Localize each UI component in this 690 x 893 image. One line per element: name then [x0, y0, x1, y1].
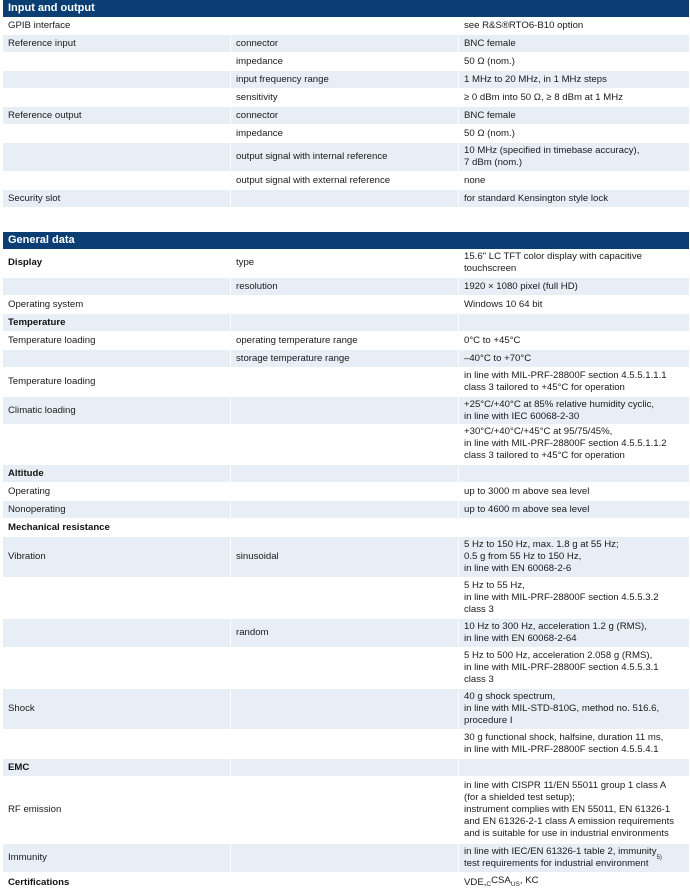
- cell-text: connector: [236, 109, 279, 121]
- value-cell: [459, 190, 689, 207]
- condition-cell: [231, 17, 459, 34]
- cell-text: Temperature loading: [8, 376, 96, 387]
- value-cell: [459, 332, 689, 349]
- cell-text: impedance: [236, 55, 283, 67]
- cell-text: +25°C/+40°C at 85% relative humidity cyclic, in line with IEC 60068-2-30: [464, 399, 655, 422]
- condition-cell: [231, 350, 459, 367]
- parameter-cell: [3, 519, 231, 536]
- condition-cell: [231, 424, 459, 464]
- table-row: [3, 89, 689, 107]
- table-row: [3, 17, 689, 35]
- value-cell: [459, 465, 689, 482]
- cell-text: none: [464, 174, 486, 186]
- table-row: [3, 125, 689, 143]
- parameter-cell: [3, 278, 231, 295]
- table-row: [3, 397, 689, 424]
- parameter-cell: [3, 689, 231, 729]
- cell-text: impedance: [236, 127, 283, 139]
- sections-container: [3, 0, 689, 891]
- condition-cell: [231, 107, 459, 124]
- parameter-cell: [3, 759, 231, 776]
- cell-text: resolution: [236, 280, 278, 292]
- csa-us-mark: US: [510, 880, 520, 888]
- cell-text: 0°C to +45°C: [464, 334, 521, 346]
- condition-cell: [231, 368, 459, 396]
- parameter-cell: [3, 730, 231, 758]
- value-cell: [459, 537, 689, 577]
- cell-text: EMC: [8, 761, 30, 773]
- cell-text: up to 3000 m above sea level: [464, 485, 590, 497]
- cell-text: random: [236, 627, 269, 638]
- condition-cell: [231, 278, 459, 295]
- cell-text: Display: [8, 257, 43, 268]
- cell-text: Windows 10 64 bit: [464, 298, 543, 310]
- parameter-cell: [3, 397, 231, 425]
- cell-text: VDE,: [464, 876, 487, 888]
- condition-cell: [231, 759, 459, 776]
- parameter-cell: [3, 35, 231, 52]
- condition-cell: [231, 71, 459, 88]
- section-gap: [3, 208, 689, 232]
- value-cell: [459, 71, 689, 88]
- condition-cell: [231, 689, 459, 729]
- condition-cell: [231, 397, 459, 425]
- condition-cell: [231, 730, 459, 758]
- section-title: Input and output: [3, 0, 689, 17]
- table-row: [3, 172, 689, 190]
- cell-text: in line with IEC/EN 61326-1 table 2, immunity test requirements for industrial environment: [464, 846, 657, 869]
- cell-text: Climatic loading: [8, 405, 76, 416]
- section-0: [3, 0, 689, 208]
- condition-cell: [231, 89, 459, 106]
- condition-cell: [231, 249, 459, 277]
- value-cell: [459, 350, 689, 367]
- cell-text: in line with MIL-PRF-28800F section 4.5.5.1.1.1 class 3 tailored to +45°C for operation: [464, 370, 667, 393]
- cell-text: 50 Ω (nom.): [464, 127, 515, 139]
- table-row: [3, 537, 689, 578]
- condition-cell: [231, 35, 459, 52]
- value-cell: [459, 249, 689, 277]
- value-cell: [459, 519, 689, 536]
- cell-text: 30 g functional shock, halfsine, duration 11 ms, in line with MIL-PRF-28800F section 4.5.5.4.1: [464, 732, 664, 755]
- parameter-cell: [3, 578, 231, 618]
- table-row: [3, 873, 689, 891]
- value-cell: [459, 578, 689, 618]
- spec-table: [3, 0, 689, 891]
- parameter-cell: [3, 537, 231, 577]
- table-row: [3, 759, 689, 777]
- cell-text: 5 Hz to 500 Hz, acceleration 2.058 g (RMS), in line with MIL-PRF-28800F section 4.5.5.3.1 class 3: [464, 650, 659, 685]
- value-cell: [459, 125, 689, 142]
- value-cell: [459, 873, 689, 893]
- value-cell: [459, 314, 689, 331]
- table-row: [3, 296, 689, 314]
- parameter-cell: [3, 332, 231, 349]
- value-cell: [459, 689, 689, 729]
- table-row: [3, 619, 689, 648]
- table-row: [3, 689, 689, 730]
- parameter-cell: [3, 314, 231, 331]
- table-row: [3, 519, 689, 537]
- parameter-cell: [3, 190, 231, 207]
- value-cell: [459, 368, 689, 396]
- parameter-cell: [3, 89, 231, 106]
- table-row: [3, 314, 689, 332]
- parameter-cell: [3, 368, 231, 396]
- cell-text: RF emission: [8, 804, 62, 815]
- cert-tail: , KC: [519, 875, 539, 886]
- table-row: [3, 501, 689, 519]
- parameter-cell: [3, 873, 231, 893]
- cell-text: 1920 × 1080 pixel (full HD): [464, 280, 578, 292]
- condition-cell: [231, 501, 459, 518]
- table-row: [3, 350, 689, 368]
- condition-cell: [231, 519, 459, 536]
- cell-text: Nonoperating: [8, 503, 66, 515]
- cell-text: 1 MHz to 20 MHz, in 1 MHz steps: [464, 73, 607, 85]
- parameter-cell: [3, 125, 231, 142]
- cell-text: BNC female: [464, 109, 516, 121]
- table-row: [3, 143, 689, 172]
- cell-text: operating temperature range: [236, 334, 358, 346]
- value-cell: [459, 172, 689, 189]
- table-row: [3, 35, 689, 53]
- cell-text: Temperature: [8, 316, 66, 328]
- value-cell: [459, 777, 689, 843]
- cell-text: ≥ 0 dBm into 50 Ω, ≥ 8 dBm at 1 MHz: [464, 91, 624, 103]
- table-row: [3, 424, 689, 465]
- csa-c-mark: C: [486, 880, 492, 888]
- footnote-mark: 5): [656, 855, 662, 861]
- table-row: [3, 465, 689, 483]
- table-row: [3, 578, 689, 619]
- value-cell: [459, 483, 689, 500]
- table-row: [3, 249, 689, 278]
- parameter-cell: [3, 53, 231, 70]
- parameter-cell: [3, 143, 231, 171]
- cell-text: BNC female: [464, 37, 516, 49]
- condition-cell: [231, 537, 459, 577]
- condition-cell: [231, 143, 459, 171]
- cell-text: Reference input: [8, 37, 76, 49]
- cell-text: 15.6" LC TFT color display with capacitive touchscreen: [464, 251, 642, 274]
- value-cell: [459, 844, 689, 872]
- condition-cell: [231, 125, 459, 142]
- cell-text: 40 g shock spectrum, in line with MIL-STD-810G, method no. 516.6, procedure I: [464, 691, 660, 726]
- section-1: [3, 232, 689, 891]
- cell-text: storage temperature range: [236, 352, 350, 364]
- condition-cell: [231, 465, 459, 482]
- parameter-cell: [3, 844, 231, 872]
- cell-text: Security slot: [8, 192, 61, 204]
- table-row: [3, 71, 689, 89]
- condition-cell: [231, 619, 459, 647]
- parameter-cell: [3, 107, 231, 124]
- table-row: [3, 844, 689, 873]
- condition-cell: [231, 648, 459, 688]
- value-cell: [459, 35, 689, 52]
- value-cell: [459, 648, 689, 688]
- table-row: [3, 648, 689, 689]
- parameter-cell: [3, 483, 231, 500]
- table-row: [3, 278, 689, 296]
- cell-text: up to 4600 m above sea level: [464, 503, 590, 515]
- cell-text: Altitude: [8, 467, 44, 479]
- cell-text: Shock: [8, 703, 35, 714]
- section-title: General data: [3, 232, 689, 249]
- parameter-cell: [3, 465, 231, 482]
- table-row: [3, 730, 689, 759]
- cell-text: Vibration: [8, 551, 46, 562]
- condition-cell: [231, 873, 459, 893]
- parameter-cell: [3, 172, 231, 189]
- cell-text: sensitivity: [236, 91, 278, 103]
- value-cell: [459, 619, 689, 647]
- cell-text: Reference output: [8, 109, 82, 121]
- condition-cell: [231, 578, 459, 618]
- cell-text: in line with CISPR 11/EN 55011 group 1 class A (for a shielded test setup); instrument complies with EN 55011, EN 61326-1 and EN 61326-2-1 class A emission requirements and is suitable for use in industrial environments: [464, 780, 675, 839]
- cell-text: see R&S®RTO6-B10 option: [464, 19, 584, 31]
- parameter-cell: [3, 71, 231, 88]
- table-row: [3, 190, 689, 208]
- value-cell: [459, 730, 689, 758]
- cell-text: +30°C/+40°C/+45°C at 95/75/45%, in line with MIL-PRF-28800F section 4.5.5.1.1.2 class 3 tailored to +45°C for operation: [464, 426, 667, 461]
- cell-text: input frequency range: [236, 73, 329, 85]
- cell-text: GPIB interface: [8, 19, 71, 31]
- condition-cell: [231, 296, 459, 313]
- table-row: [3, 368, 689, 397]
- parameter-cell: [3, 350, 231, 367]
- condition-cell: [231, 777, 459, 843]
- value-cell: [459, 17, 689, 34]
- value-cell: [459, 759, 689, 776]
- cell-text: for standard Kensington style lock: [464, 192, 608, 204]
- section-rows: [3, 17, 689, 208]
- cell-text: output signal with internal reference: [236, 151, 388, 162]
- cell-text: sinusoidal: [236, 551, 279, 562]
- cell-text: 50 Ω (nom.): [464, 55, 515, 67]
- cell-text: output signal with external reference: [236, 174, 391, 186]
- cell-text: –40°C to +70°C: [464, 352, 532, 364]
- condition-cell: [231, 190, 459, 207]
- csa-certification-mark: [486, 875, 538, 891]
- cell-text: Immunity: [8, 852, 47, 863]
- value-cell: [459, 89, 689, 106]
- table-row: [3, 53, 689, 71]
- condition-cell: [231, 53, 459, 70]
- cell-text: Operating system: [8, 298, 84, 310]
- condition-cell: [231, 483, 459, 500]
- value-cell: [459, 424, 689, 464]
- table-row: [3, 777, 689, 844]
- value-cell: [459, 107, 689, 124]
- parameter-cell: [3, 619, 231, 647]
- cell-text: 10 Hz to 300 Hz, acceleration 1.2 g (RMS), in line with EN 60068-2-64: [464, 621, 647, 644]
- value-cell: [459, 296, 689, 313]
- cell-text: 5 Hz to 55 Hz, in line with MIL-PRF-28800F section 4.5.5.3.2 class 3: [464, 580, 659, 615]
- csa-mark: CSA: [491, 875, 511, 886]
- value-cell: [459, 501, 689, 518]
- parameter-cell: [3, 648, 231, 688]
- parameter-cell: [3, 249, 231, 277]
- cell-text: Operating: [8, 485, 51, 497]
- cell-text: 5 Hz to 150 Hz, max. 1.8 g at 55 Hz; 0.5 g from 55 Hz to 150 Hz, in line with EN 60068-2-6: [464, 539, 619, 574]
- condition-cell: [231, 844, 459, 872]
- value-cell: [459, 143, 689, 171]
- parameter-cell: [3, 17, 231, 34]
- condition-cell: [231, 332, 459, 349]
- cell-text: type: [236, 257, 255, 268]
- table-row: [3, 107, 689, 125]
- cell-text: Mechanical resistance: [8, 521, 110, 533]
- cell-text: 10 MHz (specified in timebase accuracy), 7 dBm (nom.): [464, 145, 640, 168]
- value-cell: [459, 397, 689, 425]
- cell-text: connector: [236, 37, 279, 49]
- table-row: [3, 332, 689, 350]
- cell-text: Temperature loading: [8, 334, 96, 346]
- parameter-cell: [3, 296, 231, 313]
- parameter-cell: [3, 777, 231, 843]
- value-cell: [459, 53, 689, 70]
- condition-cell: [231, 314, 459, 331]
- parameter-cell: [3, 424, 231, 464]
- value-cell: [459, 278, 689, 295]
- condition-cell: [231, 172, 459, 189]
- table-row: [3, 483, 689, 501]
- parameter-cell: [3, 501, 231, 518]
- cell-text: Certifications: [8, 876, 70, 888]
- section-rows: [3, 249, 689, 891]
